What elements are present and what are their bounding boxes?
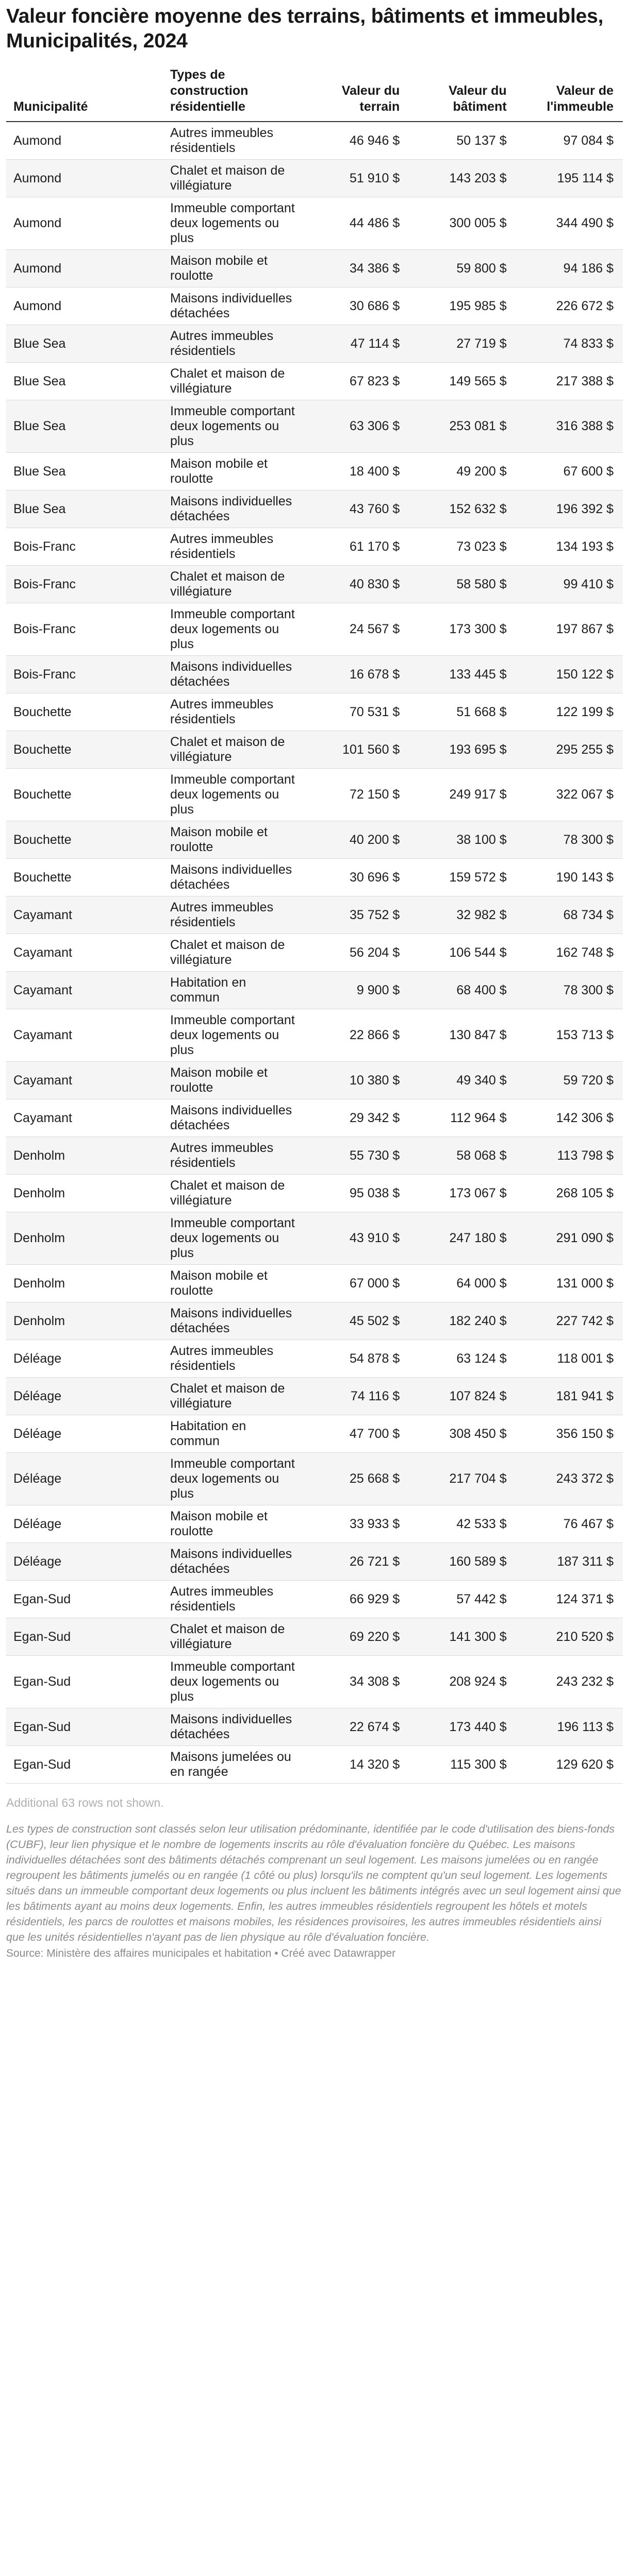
cell-immeuble: 162 748 $ <box>516 934 623 972</box>
cell-terrain: 47 700 $ <box>302 1415 409 1453</box>
table-row <box>6 528 623 566</box>
cell-municipalite: Aumond <box>6 160 163 197</box>
cell-municipalite: Aumond <box>6 287 163 325</box>
cell-municipalite: Bouchette <box>6 693 163 731</box>
cell-municipalite: Bois-Franc <box>6 656 163 693</box>
cell-municipalite: Denholm <box>6 1212 163 1265</box>
cell-terrain: 10 380 $ <box>302 1062 409 1099</box>
cell-terrain: 69 220 $ <box>302 1618 409 1656</box>
cell-municipalite: Egan-Sud <box>6 1581 163 1618</box>
cell-batiment: 152 632 $ <box>409 490 516 528</box>
cell-immeuble: 243 372 $ <box>516 1453 623 1505</box>
cell-municipalite: Cayamant <box>6 972 163 1009</box>
cell-type: Autres immeubles résidentiels <box>163 122 302 160</box>
footnote: Les types de construction sont classés selon leur utilisation prédominante, identifiée par le code d'utilisation des biens-fonds (CUBF), leur lien physique et le nombre de logements inscrits au rôle d'évaluation foncière du Québec. Les maisons individuelles détachées sont des bâtiments détachés comprenant un seul logement. Les maisons jumelées ou en rangée regroupent les bâtiments jumelés ou en rangée (1 côté ou plus) lorsqu'ils ne comptent qu'un seul logement. Les logements situés dans un immeuble comportant deux logements ou plus incluent les bâtiments intégrés avec un seul logement ainsi que les bâtiments ayant au moins deux logements. Enfin, les autres immeubles résidentiels regroupent les hôtels et motels résidentiels, les parcs de roulottes et maisons mobiles, les résidences provisoires, les autres immeubles résidentiels ainsi que les unités résidentielles n'ayant pas de lien physique au rôle d'évaluation foncière. <box>6 1823 621 1943</box>
cell-terrain: 22 674 $ <box>302 1708 409 1746</box>
cell-immeuble: 316 388 $ <box>516 400 623 453</box>
cell-type: Autres immeubles résidentiels <box>163 693 302 731</box>
table-row <box>6 656 623 693</box>
cell-municipalite: Aumond <box>6 250 163 287</box>
cell-immeuble: 59 720 $ <box>516 1062 623 1099</box>
cell-immeuble: 113 798 $ <box>516 1137 623 1175</box>
cell-type: Immeuble comportant deux logements ou plus <box>163 400 302 453</box>
cell-batiment: 50 137 $ <box>409 122 516 160</box>
table-row <box>6 731 623 769</box>
cell-type: Immeuble comportant deux logements ou plus <box>163 769 302 821</box>
cell-batiment: 38 100 $ <box>409 821 516 859</box>
cell-batiment: 51 668 $ <box>409 693 516 731</box>
cell-batiment: 253 081 $ <box>409 400 516 453</box>
more-rows-note: Additional 63 rows not shown. <box>6 1796 164 1809</box>
cell-municipalite: Denholm <box>6 1137 163 1175</box>
cell-type: Maisons individuelles détachées <box>163 656 302 693</box>
cell-municipalite: Cayamant <box>6 896 163 934</box>
table-body <box>6 122 623 1784</box>
table-row <box>6 1415 623 1453</box>
cell-terrain: 67 000 $ <box>302 1265 409 1302</box>
cell-immeuble: 74 833 $ <box>516 325 623 363</box>
cell-type: Maisons individuelles détachées <box>163 1099 302 1137</box>
cell-terrain: 43 910 $ <box>302 1212 409 1265</box>
cell-type: Chalet et maison de villégiature <box>163 1378 302 1415</box>
table-row <box>6 363 623 400</box>
cell-type: Habitation en commun <box>163 1415 302 1453</box>
cell-immeuble: 344 490 $ <box>516 197 623 250</box>
cell-municipalite: Cayamant <box>6 934 163 972</box>
cell-type: Autres immeubles résidentiels <box>163 325 302 363</box>
cell-type: Autres immeubles résidentiels <box>163 1340 302 1378</box>
cell-batiment: 193 695 $ <box>409 731 516 769</box>
cell-type: Immeuble comportant deux logements ou plus <box>163 1453 302 1505</box>
cell-batiment: 115 300 $ <box>409 1746 516 1784</box>
cell-municipalite: Bois-Franc <box>6 528 163 566</box>
cell-terrain: 40 200 $ <box>302 821 409 859</box>
cell-type: Maisons jumelées ou en rangée <box>163 1746 302 1784</box>
cell-terrain: 47 114 $ <box>302 325 409 363</box>
cell-type: Chalet et maison de villégiature <box>163 1175 302 1212</box>
table-row <box>6 603 623 656</box>
cell-immeuble: 131 000 $ <box>516 1265 623 1302</box>
table-row <box>6 250 623 287</box>
table-row <box>6 693 623 731</box>
cell-terrain: 46 946 $ <box>302 122 409 160</box>
cell-batiment: 49 340 $ <box>409 1062 516 1099</box>
cell-batiment: 58 580 $ <box>409 566 516 603</box>
cell-municipalite: Cayamant <box>6 1009 163 1062</box>
cell-type: Maison mobile et roulotte <box>163 1505 302 1543</box>
cell-type: Maison mobile et roulotte <box>163 453 302 490</box>
cell-type: Immeuble comportant deux logements ou plus <box>163 1009 302 1062</box>
cell-immeuble: 129 620 $ <box>516 1746 623 1784</box>
table-row <box>6 1453 623 1505</box>
cell-immeuble: 196 392 $ <box>516 490 623 528</box>
cell-immeuble: 76 467 $ <box>516 1505 623 1543</box>
cell-batiment: 195 985 $ <box>409 287 516 325</box>
cell-batiment: 173 067 $ <box>409 1175 516 1212</box>
table-row <box>6 1505 623 1543</box>
cell-type: Maisons individuelles détachées <box>163 859 302 896</box>
cell-batiment: 57 442 $ <box>409 1581 516 1618</box>
cell-type: Maison mobile et roulotte <box>163 821 302 859</box>
cell-type: Autres immeubles résidentiels <box>163 1581 302 1618</box>
cell-terrain: 14 320 $ <box>302 1746 409 1784</box>
cell-batiment: 63 124 $ <box>409 1340 516 1378</box>
cell-type: Chalet et maison de villégiature <box>163 731 302 769</box>
cell-immeuble: 196 113 $ <box>516 1708 623 1746</box>
cell-terrain: 16 678 $ <box>302 656 409 693</box>
cell-immeuble: 226 672 $ <box>516 287 623 325</box>
table-row <box>6 1302 623 1340</box>
table-row <box>6 490 623 528</box>
cell-terrain: 74 116 $ <box>302 1378 409 1415</box>
cell-immeuble: 190 143 $ <box>516 859 623 896</box>
cell-batiment: 58 068 $ <box>409 1137 516 1175</box>
cell-batiment: 59 800 $ <box>409 250 516 287</box>
cell-municipalite: Bois-Franc <box>6 566 163 603</box>
cell-immeuble: 99 410 $ <box>516 566 623 603</box>
cell-immeuble: 291 090 $ <box>516 1212 623 1265</box>
cell-municipalite: Blue Sea <box>6 400 163 453</box>
cell-batiment: 68 400 $ <box>409 972 516 1009</box>
cell-terrain: 101 560 $ <box>302 731 409 769</box>
cell-immeuble: 122 199 $ <box>516 693 623 731</box>
cell-type: Autres immeubles résidentiels <box>163 528 302 566</box>
cell-municipalite: Aumond <box>6 197 163 250</box>
cell-terrain: 24 567 $ <box>302 603 409 656</box>
column-header-immeuble[interactable]: Valeur de l'immeuble <box>516 63 623 122</box>
cell-batiment: 217 704 $ <box>409 1453 516 1505</box>
cell-municipalite: Blue Sea <box>6 453 163 490</box>
cell-terrain: 63 306 $ <box>302 400 409 453</box>
table-row <box>6 287 623 325</box>
cell-immeuble: 68 734 $ <box>516 896 623 934</box>
cell-batiment: 159 572 $ <box>409 859 516 896</box>
cell-type: Habitation en commun <box>163 972 302 1009</box>
cell-immeuble: 322 067 $ <box>516 769 623 821</box>
cell-terrain: 43 760 $ <box>302 490 409 528</box>
cell-terrain: 34 386 $ <box>302 250 409 287</box>
cell-terrain: 70 531 $ <box>302 693 409 731</box>
cell-batiment: 173 300 $ <box>409 603 516 656</box>
cell-terrain: 25 668 $ <box>302 1453 409 1505</box>
cell-municipalite: Aumond <box>6 122 163 160</box>
source-line: Source: Ministère des affaires municipales et habitation • Créé avec Datawrapper <box>6 1947 396 1959</box>
data-table <box>6 63 623 1784</box>
cell-immeuble: 118 001 $ <box>516 1340 623 1378</box>
cell-immeuble: 181 941 $ <box>516 1378 623 1415</box>
column-header-type[interactable]: Types de construction résidentielle <box>163 63 302 122</box>
cell-immeuble: 268 105 $ <box>516 1175 623 1212</box>
column-header-municipalite[interactable]: Municipalité <box>6 63 163 122</box>
table-row <box>6 566 623 603</box>
cell-immeuble: 187 311 $ <box>516 1543 623 1581</box>
cell-batiment: 112 964 $ <box>409 1099 516 1137</box>
table-row <box>6 1062 623 1099</box>
cell-municipalite: Bouchette <box>6 769 163 821</box>
cell-terrain: 72 150 $ <box>302 769 409 821</box>
cell-batiment: 64 000 $ <box>409 1265 516 1302</box>
cell-terrain: 22 866 $ <box>302 1009 409 1062</box>
cell-batiment: 160 589 $ <box>409 1543 516 1581</box>
cell-terrain: 33 933 $ <box>302 1505 409 1543</box>
cell-municipalite: Blue Sea <box>6 490 163 528</box>
cell-municipalite: Bouchette <box>6 731 163 769</box>
cell-type: Maisons individuelles détachées <box>163 1543 302 1581</box>
cell-terrain: 30 686 $ <box>302 287 409 325</box>
cell-terrain: 61 170 $ <box>302 528 409 566</box>
table-row <box>6 1746 623 1784</box>
cell-immeuble: 217 388 $ <box>516 363 623 400</box>
cell-municipalite: Egan-Sud <box>6 1656 163 1708</box>
cell-immeuble: 94 186 $ <box>516 250 623 287</box>
cell-immeuble: 150 122 $ <box>516 656 623 693</box>
cell-immeuble: 78 300 $ <box>516 821 623 859</box>
cell-immeuble: 227 742 $ <box>516 1302 623 1340</box>
cell-immeuble: 210 520 $ <box>516 1618 623 1656</box>
table-row <box>6 896 623 934</box>
table-row <box>6 934 623 972</box>
table-row <box>6 453 623 490</box>
cell-type: Autres immeubles résidentiels <box>163 896 302 934</box>
cell-type: Maisons individuelles détachées <box>163 1708 302 1746</box>
cell-type: Chalet et maison de villégiature <box>163 363 302 400</box>
table-row <box>6 1009 623 1062</box>
cell-immeuble: 356 150 $ <box>516 1415 623 1453</box>
cell-type: Immeuble comportant deux logements ou plus <box>163 197 302 250</box>
cell-type: Maisons individuelles détachées <box>163 490 302 528</box>
cell-immeuble: 142 306 $ <box>516 1099 623 1137</box>
column-header-terrain[interactable]: Valeur du terrain <box>302 63 409 122</box>
chart-title: Valeur foncière moyenne des terrains, bâtiments et immeubles, Municipalités, 2024 <box>6 5 604 52</box>
cell-batiment: 106 544 $ <box>409 934 516 972</box>
cell-type: Maisons individuelles détachées <box>163 287 302 325</box>
cell-immeuble: 295 255 $ <box>516 731 623 769</box>
cell-terrain: 26 721 $ <box>302 1543 409 1581</box>
cell-terrain: 44 486 $ <box>302 197 409 250</box>
cell-terrain: 34 308 $ <box>302 1656 409 1708</box>
cell-terrain: 67 823 $ <box>302 363 409 400</box>
cell-terrain: 30 696 $ <box>302 859 409 896</box>
cell-terrain: 56 204 $ <box>302 934 409 972</box>
cell-type: Immeuble comportant deux logements ou plus <box>163 1212 302 1265</box>
cell-batiment: 300 005 $ <box>409 197 516 250</box>
table-row <box>6 821 623 859</box>
cell-batiment: 32 982 $ <box>409 896 516 934</box>
table-row <box>6 1378 623 1415</box>
table-row <box>6 1581 623 1618</box>
table-row <box>6 1265 623 1302</box>
cell-municipalite: Bois-Franc <box>6 603 163 656</box>
cell-type: Immeuble comportant deux logements ou plus <box>163 1656 302 1708</box>
cell-batiment: 173 440 $ <box>409 1708 516 1746</box>
cell-municipalite: Egan-Sud <box>6 1708 163 1746</box>
cell-type: Chalet et maison de villégiature <box>163 566 302 603</box>
cell-batiment: 247 180 $ <box>409 1212 516 1265</box>
cell-municipalite: Déléage <box>6 1378 163 1415</box>
table-header-row <box>6 63 623 122</box>
cell-municipalite: Denholm <box>6 1302 163 1340</box>
cell-batiment: 208 924 $ <box>409 1656 516 1708</box>
cell-batiment: 308 450 $ <box>409 1415 516 1453</box>
cell-municipalite: Blue Sea <box>6 363 163 400</box>
cell-batiment: 143 203 $ <box>409 160 516 197</box>
cell-terrain: 18 400 $ <box>302 453 409 490</box>
cell-type: Maison mobile et roulotte <box>163 1265 302 1302</box>
cell-type: Autres immeubles résidentiels <box>163 1137 302 1175</box>
cell-batiment: 141 300 $ <box>409 1618 516 1656</box>
cell-municipalite: Blue Sea <box>6 325 163 363</box>
cell-municipalite: Bouchette <box>6 859 163 896</box>
table-row <box>6 1708 623 1746</box>
cell-terrain: 95 038 $ <box>302 1175 409 1212</box>
cell-immeuble: 124 371 $ <box>516 1581 623 1618</box>
cell-municipalite: Déléage <box>6 1415 163 1453</box>
cell-terrain: 54 878 $ <box>302 1340 409 1378</box>
cell-municipalite: Egan-Sud <box>6 1746 163 1784</box>
cell-type: Chalet et maison de villégiature <box>163 934 302 972</box>
cell-municipalite: Cayamant <box>6 1062 163 1099</box>
column-header-batiment[interactable]: Valeur du bâtiment <box>409 63 516 122</box>
cell-municipalite: Denholm <box>6 1265 163 1302</box>
cell-immeuble: 195 114 $ <box>516 160 623 197</box>
cell-immeuble: 197 867 $ <box>516 603 623 656</box>
table-row <box>6 1175 623 1212</box>
cell-municipalite: Denholm <box>6 1175 163 1212</box>
cell-batiment: 27 719 $ <box>409 325 516 363</box>
cell-municipalite: Déléage <box>6 1340 163 1378</box>
cell-immeuble: 67 600 $ <box>516 453 623 490</box>
table-row <box>6 160 623 197</box>
cell-immeuble: 153 713 $ <box>516 1009 623 1062</box>
cell-batiment: 133 445 $ <box>409 656 516 693</box>
cell-terrain: 66 929 $ <box>302 1581 409 1618</box>
cell-terrain: 45 502 $ <box>302 1302 409 1340</box>
table-row <box>6 1212 623 1265</box>
cell-batiment: 130 847 $ <box>409 1009 516 1062</box>
cell-municipalite: Cayamant <box>6 1099 163 1137</box>
table-row <box>6 1340 623 1378</box>
cell-immeuble: 243 232 $ <box>516 1656 623 1708</box>
cell-municipalite: Déléage <box>6 1505 163 1543</box>
table-row <box>6 1618 623 1656</box>
cell-municipalite: Bouchette <box>6 821 163 859</box>
cell-immeuble: 78 300 $ <box>516 972 623 1009</box>
cell-batiment: 249 917 $ <box>409 769 516 821</box>
cell-batiment: 149 565 $ <box>409 363 516 400</box>
cell-type: Maisons individuelles détachées <box>163 1302 302 1340</box>
cell-terrain: 35 752 $ <box>302 896 409 934</box>
cell-terrain: 29 342 $ <box>302 1099 409 1137</box>
cell-municipalite: Déléage <box>6 1453 163 1505</box>
cell-type: Immeuble comportant deux logements ou plus <box>163 603 302 656</box>
table-row <box>6 325 623 363</box>
cell-type: Maison mobile et roulotte <box>163 250 302 287</box>
cell-terrain: 51 910 $ <box>302 160 409 197</box>
cell-batiment: 182 240 $ <box>409 1302 516 1340</box>
cell-batiment: 107 824 $ <box>409 1378 516 1415</box>
table-row <box>6 972 623 1009</box>
table-row <box>6 197 623 250</box>
cell-type: Chalet et maison de villégiature <box>163 1618 302 1656</box>
cell-type: Maison mobile et roulotte <box>163 1062 302 1099</box>
cell-batiment: 73 023 $ <box>409 528 516 566</box>
table-row <box>6 122 623 160</box>
cell-municipalite: Déléage <box>6 1543 163 1581</box>
cell-immeuble: 134 193 $ <box>516 528 623 566</box>
table-row <box>6 1656 623 1708</box>
cell-terrain: 40 830 $ <box>302 566 409 603</box>
table-row <box>6 769 623 821</box>
table-row <box>6 1099 623 1137</box>
cell-terrain: 9 900 $ <box>302 972 409 1009</box>
cell-batiment: 49 200 $ <box>409 453 516 490</box>
table-row <box>6 1137 623 1175</box>
cell-type: Chalet et maison de villégiature <box>163 160 302 197</box>
cell-batiment: 42 533 $ <box>409 1505 516 1543</box>
cell-terrain: 55 730 $ <box>302 1137 409 1175</box>
table-row <box>6 859 623 896</box>
table-row <box>6 400 623 453</box>
table-row <box>6 1543 623 1581</box>
cell-immeuble: 97 084 $ <box>516 122 623 160</box>
cell-municipalite: Egan-Sud <box>6 1618 163 1656</box>
